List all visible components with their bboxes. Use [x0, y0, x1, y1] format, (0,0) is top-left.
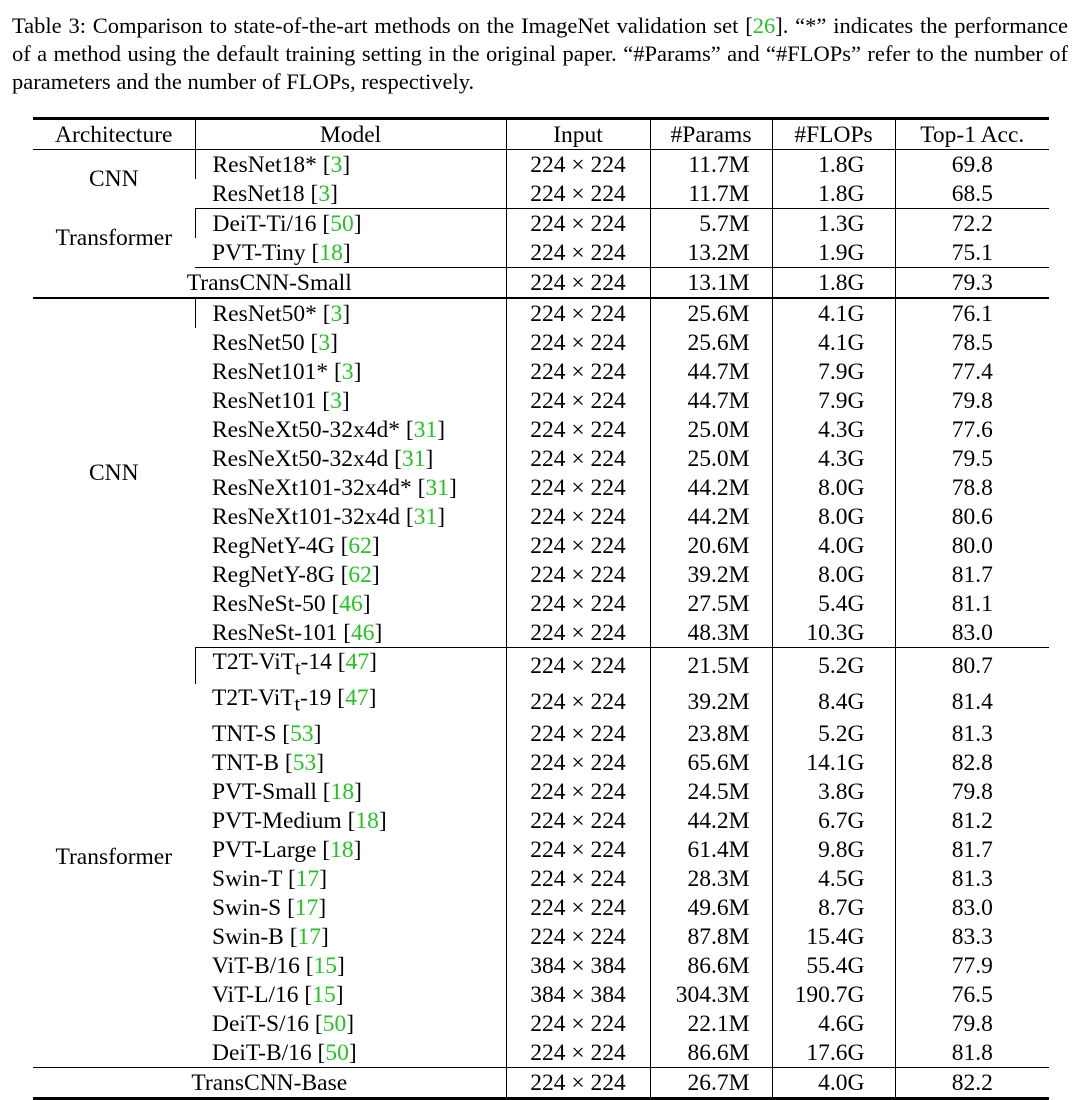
citation-bracket: ]: [342, 300, 351, 327]
input-cell: 224 × 224: [506, 719, 650, 748]
header-row: [33, 119, 1049, 150]
flops-cell: 4.5G: [772, 864, 895, 893]
model-cell: [195, 531, 506, 560]
input-cell: 224 × 224: [506, 684, 650, 720]
params-cell: 22.1M: [650, 1009, 772, 1038]
model-name: DeiT-Ti/16 [: [212, 210, 331, 237]
accuracy-cell: 83.3: [895, 922, 1049, 951]
citation-link[interactable]: 17: [297, 923, 322, 950]
params-cell: 87.8M: [650, 922, 772, 951]
flops-cell: 4.3G: [772, 444, 895, 473]
flops-cell: 4.1G: [772, 328, 895, 357]
citation-link[interactable]: 46: [339, 590, 363, 617]
flops-cell: 1.9G: [772, 238, 895, 268]
flops-cell: 6.7G: [772, 806, 895, 835]
model-cell: [195, 328, 506, 357]
model-name: ViT-L/16 [: [212, 981, 313, 1008]
model-name: PVT-Small [: [212, 778, 331, 805]
citation-link[interactable]: 62: [348, 561, 372, 588]
flops-cell: 5.4G: [772, 589, 895, 618]
flops-cell: 4.0G: [772, 1068, 895, 1099]
accuracy-cell: 78.8: [895, 473, 1049, 502]
params-cell: 65.6M: [650, 748, 772, 777]
input-cell: 384 × 384: [506, 951, 650, 980]
params-cell: 39.2M: [650, 684, 772, 720]
input-cell: 224 × 224: [506, 238, 650, 268]
table-row: [33, 298, 1049, 328]
model-cell: [195, 748, 506, 777]
model-cell: [195, 777, 506, 806]
model-cell: [195, 951, 506, 980]
citation-link[interactable]: 3: [341, 358, 354, 385]
accuracy-cell: 81.4: [895, 684, 1049, 720]
model-name: ResNet50 [: [212, 329, 319, 356]
citation-bracket: ]: [425, 445, 434, 472]
model-cell: [195, 922, 506, 951]
citation-link[interactable]: 17: [294, 894, 319, 921]
model-name: T2T-ViT: [212, 684, 295, 711]
table-row: [33, 648, 1049, 684]
header-input: Input: [506, 119, 650, 150]
accuracy-cell: 69.8: [895, 150, 1049, 180]
model-cell: [195, 806, 506, 835]
accuracy-cell: 76.5: [895, 980, 1049, 1009]
params-cell: 24.5M: [650, 777, 772, 806]
citation-bracket: ]: [341, 387, 350, 414]
table-row: [33, 209, 1049, 239]
model-cell: [195, 684, 506, 720]
model-name-suffix: -19 [: [300, 684, 346, 711]
citation-link[interactable]: 3: [330, 151, 343, 178]
citation-link[interactable]: 18: [319, 239, 343, 266]
input-cell: 224 × 224: [506, 357, 650, 386]
model-name: TNT-S [: [212, 720, 291, 747]
params-cell: 25.6M: [650, 298, 772, 328]
model-cell: [195, 893, 506, 922]
citation-bracket: ]: [371, 561, 380, 588]
params-cell: 304.3M: [650, 980, 772, 1009]
caption-text-prefix: Table 3: Comparison to state-of-the-art methods on the ImageNet validation set [: [12, 13, 753, 38]
header-params: #Params: [650, 119, 772, 150]
table-row: [33, 150, 1049, 180]
model-cell: [195, 648, 506, 684]
citation-link[interactable]: 47: [345, 649, 370, 675]
params-cell: 86.6M: [650, 951, 772, 980]
header-flops: #FLOPs: [772, 119, 895, 150]
params-cell: 26.7M: [650, 1068, 772, 1099]
model-cell: [195, 415, 506, 444]
citation-link[interactable]: 17: [295, 865, 320, 892]
input-cell: 224 × 224: [506, 386, 650, 415]
model-name: PVT-Large [: [212, 836, 331, 863]
input-cell: 224 × 224: [506, 328, 650, 357]
input-cell: 224 × 224: [506, 415, 650, 444]
params-cell: 39.2M: [650, 560, 772, 589]
model-name: DeiT-B/16 [: [212, 1039, 326, 1066]
input-cell: 224 × 224: [506, 268, 650, 299]
params-cell: 44.2M: [650, 502, 772, 531]
model-cell: [195, 386, 506, 415]
citation-link[interactable]: 31: [401, 445, 426, 472]
input-cell: 224 × 224: [506, 748, 650, 777]
input-cell: 224 × 224: [506, 150, 650, 180]
citation-bracket: ]: [362, 590, 371, 617]
model-name: RegNetY-4G [: [212, 532, 349, 559]
input-cell: 224 × 224: [506, 648, 650, 684]
input-cell: 224 × 224: [506, 560, 650, 589]
model-subscript: t: [294, 694, 301, 716]
model-cell: [195, 1009, 506, 1038]
table-row: [33, 1068, 1049, 1099]
input-cell: 224 × 224: [506, 777, 650, 806]
accuracy-cell: 79.3: [895, 268, 1049, 299]
flops-cell: 4.6G: [772, 1009, 895, 1038]
model-cell-full: TransCNN-Base: [33, 1068, 506, 1099]
input-cell: 224 × 224: [506, 893, 650, 922]
citation-bracket: ]: [374, 619, 383, 646]
model-name: PVT-Medium [: [212, 807, 356, 834]
params-cell: 44.7M: [650, 357, 772, 386]
model-cell: [195, 179, 506, 209]
header-architecture: Architecture: [33, 119, 195, 150]
citation-bracket: ]: [369, 649, 377, 675]
citation-bracket: ]: [321, 923, 329, 950]
citation-link[interactable]: 31: [413, 416, 438, 443]
accuracy-cell: 78.5: [895, 328, 1049, 357]
accuracy-cell: 77.6: [895, 415, 1049, 444]
flops-cell: 5.2G: [772, 719, 895, 748]
flops-cell: 55.4G: [772, 951, 895, 980]
model-cell: [195, 473, 506, 502]
model-cell: [195, 560, 506, 589]
model-cell: [195, 864, 506, 893]
params-cell: 44.7M: [650, 386, 772, 415]
accuracy-cell: 81.3: [895, 864, 1049, 893]
citation-link[interactable]: 3: [318, 329, 331, 356]
citation-link[interactable]: 31: [425, 474, 449, 501]
model-name: ResNeXt101-32x4d [: [212, 503, 414, 530]
model-name: ResNet18* [: [212, 151, 331, 178]
citation-bracket: ]: [330, 180, 338, 207]
citation-link[interactable]: 18: [355, 807, 379, 834]
citation-link[interactable]: 53: [290, 720, 314, 747]
accuracy-cell: 81.8: [895, 1038, 1049, 1068]
model-cell-full: TransCNN-Small: [33, 268, 506, 299]
table-row: [33, 268, 1049, 299]
accuracy-cell: 80.0: [895, 531, 1049, 560]
citation-link[interactable]: 18: [330, 778, 355, 805]
citation-link[interactable]: 15: [312, 981, 336, 1008]
params-cell: 49.6M: [650, 893, 772, 922]
caption-text-suffix: ]. “*” indicates the performance of a method using the default training setting in the original paper. “#Params” and “#FLOPs” refer to the number of parameters and the number of FLOPs, respectively.: [12, 13, 1068, 94]
accuracy-cell: 82.2: [895, 1068, 1049, 1099]
citation-bracket: ]: [316, 749, 325, 776]
params-cell: 20.6M: [650, 531, 772, 560]
input-cell: 224 × 224: [506, 922, 650, 951]
flops-cell: 190.7G: [772, 980, 895, 1009]
citation-bracket: ]: [437, 416, 446, 443]
params-cell: 11.7M: [650, 179, 772, 209]
params-cell: 28.3M: [650, 864, 772, 893]
model-name: ResNet50* [: [212, 300, 331, 327]
model-name: ViT-B/16 [: [212, 952, 314, 979]
accuracy-cell: 77.4: [895, 357, 1049, 386]
accuracy-cell: 79.5: [895, 444, 1049, 473]
flops-cell: 9.8G: [772, 835, 895, 864]
accuracy-cell: 77.9: [895, 951, 1049, 980]
flops-cell: 14.1G: [772, 748, 895, 777]
accuracy-cell: 75.1: [895, 238, 1049, 268]
flops-cell: 8.0G: [772, 560, 895, 589]
model-name: ResNeSt-101 [: [212, 619, 352, 646]
input-cell: 224 × 224: [506, 1038, 650, 1068]
flops-cell: 4.1G: [772, 298, 895, 328]
params-cell: 86.6M: [650, 1038, 772, 1068]
citation-link[interactable]: 3: [330, 300, 343, 327]
model-name: Swin-B [: [212, 923, 298, 950]
input-cell: 224 × 224: [506, 864, 650, 893]
model-name: ResNeXt50-32x4d [: [212, 445, 402, 472]
model-name: TNT-B [: [212, 749, 293, 776]
table-caption: [12, 12, 1068, 96]
input-cell: 224 × 224: [506, 179, 650, 209]
flops-cell: 7.9G: [772, 357, 895, 386]
flops-cell: 4.3G: [772, 415, 895, 444]
citation-bracket: ]: [346, 1010, 355, 1037]
architecture-cell: CNN: [88, 460, 139, 487]
flops-cell: 7.9G: [772, 386, 895, 415]
architecture-cell: CNN: [88, 166, 139, 193]
citation-bracket: ]: [335, 981, 344, 1008]
caption-citation-link[interactable]: 26: [752, 13, 776, 38]
params-cell: 23.8M: [650, 719, 772, 748]
accuracy-cell: 72.2: [895, 209, 1049, 239]
flops-cell: 8.7G: [772, 893, 895, 922]
accuracy-cell: 79.8: [895, 386, 1049, 415]
model-name-suffix: -14 [: [300, 649, 346, 675]
citation-bracket: ]: [353, 358, 362, 385]
model-name: RegNetY-8G [: [212, 561, 349, 588]
model-cell: [195, 502, 506, 531]
model-name: Swin-T [: [212, 865, 296, 892]
citation-bracket: ]: [437, 503, 446, 530]
citation-bracket: ]: [368, 684, 377, 711]
citation-bracket: ]: [371, 532, 380, 559]
input-cell: 224 × 224: [506, 806, 650, 835]
params-cell: 44.2M: [650, 473, 772, 502]
citation-bracket: ]: [354, 778, 362, 805]
model-cell: [195, 150, 506, 180]
citation-link[interactable]: 50: [330, 210, 354, 237]
flops-cell: 4.0G: [772, 531, 895, 560]
model-cell: [195, 835, 506, 864]
citation-bracket: ]: [342, 151, 351, 178]
citation-link[interactable]: 31: [413, 503, 438, 530]
flops-cell: 15.4G: [772, 922, 895, 951]
model-cell: [195, 980, 506, 1009]
model-name: ResNet18 [: [212, 180, 319, 207]
model-name: ResNet101* [: [212, 358, 342, 385]
accuracy-cell: 83.0: [895, 893, 1049, 922]
input-cell: 224 × 224: [506, 502, 650, 531]
input-cell: 224 × 224: [506, 618, 650, 648]
citation-bracket: ]: [353, 836, 362, 863]
architecture-cell: Transformer: [55, 844, 173, 871]
architecture-cell: Transformer: [55, 225, 173, 251]
header-top1-acc: Top-1 Acc.: [895, 119, 1049, 150]
citation-bracket: ]: [348, 1039, 357, 1066]
accuracy-cell: 76.1: [895, 298, 1049, 328]
model-cell: [195, 209, 506, 239]
flops-cell: 5.2G: [772, 648, 895, 684]
params-cell: 25.0M: [650, 415, 772, 444]
params-cell: 44.2M: [650, 806, 772, 835]
input-cell: 384 × 384: [506, 980, 650, 1009]
params-cell: 27.5M: [650, 589, 772, 618]
citation-bracket: ]: [378, 807, 387, 834]
accuracy-cell: 79.8: [895, 777, 1049, 806]
accuracy-cell: 81.7: [895, 560, 1049, 589]
model-name: ResNeXt101-32x4d* [: [212, 474, 426, 501]
input-cell: 224 × 224: [506, 1009, 650, 1038]
model-cell: [195, 444, 506, 473]
flops-cell: 8.0G: [772, 502, 895, 531]
params-cell: 21.5M: [650, 648, 772, 684]
citation-link[interactable]: 47: [345, 684, 369, 711]
citation-bracket: ]: [448, 474, 457, 501]
input-cell: 224 × 224: [506, 473, 650, 502]
model-cell: [195, 589, 506, 618]
params-cell: 11.7M: [650, 150, 772, 180]
citation-link[interactable]: 15: [313, 952, 338, 979]
citation-bracket: ]: [342, 239, 351, 266]
model-cell: [195, 238, 506, 268]
citation-link[interactable]: 53: [292, 749, 317, 776]
input-cell: 224 × 224: [506, 589, 650, 618]
params-cell: 13.2M: [650, 238, 772, 268]
flops-cell: 17.6G: [772, 1038, 895, 1068]
model-name: ResNet101 [: [212, 387, 331, 414]
citation-bracket: ]: [353, 210, 362, 237]
accuracy-cell: 83.0: [895, 618, 1049, 648]
table-body: [33, 150, 1049, 1099]
citation-link[interactable]: 18: [330, 836, 354, 863]
flops-cell: 1.8G: [772, 150, 895, 180]
flops-cell: 3.8G: [772, 777, 895, 806]
model-name: DeiT-S/16 [: [212, 1010, 323, 1037]
flops-cell: 10.3G: [772, 618, 895, 648]
model-subscript: t: [295, 658, 301, 680]
citation-link[interactable]: 3: [330, 387, 342, 414]
citation-bracket: ]: [313, 720, 322, 747]
header-model: Model: [195, 119, 506, 150]
flops-cell: 1.8G: [772, 268, 895, 299]
model-cell: [195, 298, 506, 328]
model-name: ResNeXt50-32x4d* [: [212, 416, 414, 443]
params-cell: 48.3M: [650, 618, 772, 648]
model-name: T2T-ViT: [212, 649, 296, 675]
input-cell: 224 × 224: [506, 531, 650, 560]
flops-cell: 1.3G: [772, 209, 895, 239]
input-cell: 224 × 224: [506, 1068, 650, 1099]
params-cell: 13.1M: [650, 268, 772, 299]
accuracy-cell: 81.3: [895, 719, 1049, 748]
model-name: ResNeSt-50 [: [212, 590, 340, 617]
input-cell: 224 × 224: [506, 444, 650, 473]
accuracy-cell: 82.8: [895, 748, 1049, 777]
params-cell: 25.6M: [650, 328, 772, 357]
model-cell: [195, 357, 506, 386]
citation-link[interactable]: 50: [322, 1010, 347, 1037]
accuracy-cell: 68.5: [895, 179, 1049, 209]
accuracy-cell: 81.2: [895, 806, 1049, 835]
citation-bracket: ]: [330, 329, 338, 356]
input-cell: 224 × 224: [506, 209, 650, 239]
comparison-table: [33, 117, 1049, 1100]
model-name: PVT-Tiny [: [212, 239, 320, 266]
citation-bracket: ]: [318, 894, 327, 921]
citation-bracket: ]: [337, 952, 345, 979]
flops-cell: 1.8G: [772, 179, 895, 209]
input-cell: 224 × 224: [506, 835, 650, 864]
model-cell: [195, 719, 506, 748]
citation-link[interactable]: 50: [325, 1039, 349, 1066]
accuracy-cell: 81.1: [895, 589, 1049, 618]
flops-cell: 8.4G: [772, 684, 895, 720]
params-cell: 5.7M: [650, 209, 772, 239]
accuracy-cell: 81.7: [895, 835, 1049, 864]
citation-link[interactable]: 46: [351, 619, 375, 646]
citation-link[interactable]: 62: [348, 532, 372, 559]
accuracy-cell: 79.8: [895, 1009, 1049, 1038]
params-cell: 61.4M: [650, 835, 772, 864]
params-cell: 25.0M: [650, 444, 772, 473]
citation-link[interactable]: 3: [318, 180, 331, 207]
citation-bracket: ]: [319, 865, 328, 892]
model-cell: [195, 618, 506, 648]
model-name: Swin-S [: [212, 894, 295, 921]
accuracy-cell: 80.7: [895, 648, 1049, 684]
input-cell: 224 × 224: [506, 298, 650, 328]
accuracy-cell: 80.6: [895, 502, 1049, 531]
flops-cell: 8.0G: [772, 473, 895, 502]
model-cell: [195, 1038, 506, 1068]
